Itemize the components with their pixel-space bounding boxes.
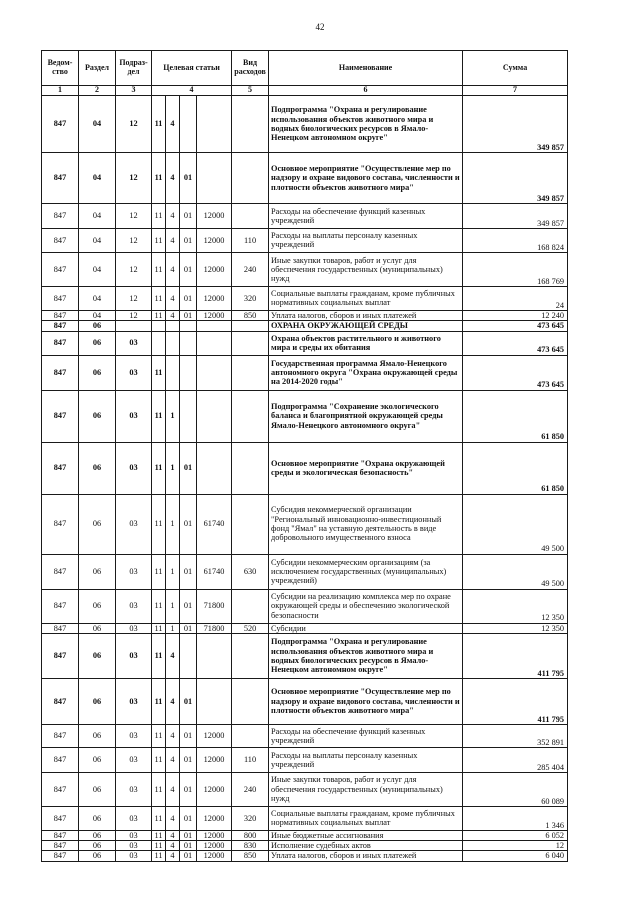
cell-name: Расходы на выплаты персоналу казенных учреждений bbox=[269, 747, 463, 772]
cell-sum: 24 bbox=[463, 286, 568, 310]
cell-razdel: 06 bbox=[79, 623, 116, 633]
table-row bbox=[42, 494, 568, 554]
cell-name: Субсидия некоммерческой организации "Региональный инновационно-инвестиционный фонд "Ямал" на уставную деятельность в виде добровольного имущественного взноса bbox=[269, 494, 463, 554]
cell-target-event: 01 bbox=[180, 152, 197, 203]
cell-target-direction bbox=[197, 95, 232, 152]
cell-sum: 473 645 bbox=[463, 331, 568, 355]
cell-podrazdel: 12 bbox=[116, 252, 152, 286]
cell-name: Субсидии на реализацию комплекса мер по охране окружающей среды и обеспечению экологической безопасности bbox=[269, 589, 463, 623]
table-row bbox=[42, 152, 568, 203]
col-number: 1 bbox=[42, 86, 79, 96]
cell-target-direction bbox=[197, 390, 232, 442]
cell-name: ОХРАНА ОКРУЖАЮЩЕЙ СРЕДЫ bbox=[269, 321, 463, 331]
cell-sum: 168 824 bbox=[463, 228, 568, 252]
cell-target-subprogram bbox=[166, 355, 180, 390]
cell-sum: 61 850 bbox=[463, 442, 568, 494]
table-row bbox=[42, 355, 568, 390]
cell-vid-rashodov: 630 bbox=[232, 554, 269, 589]
cell-vedomstvo: 847 bbox=[42, 851, 79, 861]
cell-target-event: 01 bbox=[180, 203, 197, 228]
cell-target-program: 11 bbox=[152, 747, 166, 772]
col-number: 4 bbox=[152, 86, 232, 96]
budget-table bbox=[41, 50, 568, 862]
cell-sum: 12 350 bbox=[463, 623, 568, 633]
cell-vid-rashodov bbox=[232, 633, 269, 678]
cell-razdel: 04 bbox=[79, 95, 116, 152]
col-number: 6 bbox=[269, 86, 463, 96]
cell-podrazdel: 03 bbox=[116, 355, 152, 390]
cell-name: Основное мероприятие "Охрана окружающей среды и экологическая безопасность" bbox=[269, 442, 463, 494]
cell-name: Субсидии некоммерческим организациям (за исключением государственных (муниципальных) учреждений) bbox=[269, 554, 463, 589]
cell-target-event bbox=[180, 355, 197, 390]
cell-razdel: 04 bbox=[79, 252, 116, 286]
cell-vedomstvo: 847 bbox=[42, 589, 79, 623]
table-row bbox=[42, 321, 568, 331]
cell-target-direction bbox=[197, 152, 232, 203]
cell-name: Расходы на выплаты персоналу казенных учреждений bbox=[269, 228, 463, 252]
cell-target-direction: 12000 bbox=[197, 724, 232, 747]
cell-podrazdel: 03 bbox=[116, 724, 152, 747]
cell-podrazdel: 03 bbox=[116, 851, 152, 861]
cell-vid-rashodov bbox=[232, 203, 269, 228]
cell-razdel: 06 bbox=[79, 678, 116, 724]
cell-vid-rashodov bbox=[232, 321, 269, 331]
cell-podrazdel: 03 bbox=[116, 442, 152, 494]
cell-target-program: 11 bbox=[152, 252, 166, 286]
cell-sum: 473 645 bbox=[463, 321, 568, 331]
cell-vedomstvo: 847 bbox=[42, 554, 79, 589]
cell-target-direction: 12000 bbox=[197, 286, 232, 310]
cell-target-direction: 12000 bbox=[197, 772, 232, 806]
cell-vedomstvo: 847 bbox=[42, 310, 79, 320]
cell-vid-rashodov: 240 bbox=[232, 252, 269, 286]
cell-razdel: 04 bbox=[79, 286, 116, 310]
table-row bbox=[42, 310, 568, 320]
cell-name: Государственная программа Ямало-Ненецкого автономного округа "Охрана окружающей среды на 2014-2020 годы" bbox=[269, 355, 463, 390]
cell-target-program: 11 bbox=[152, 841, 166, 851]
cell-sum: 49 500 bbox=[463, 554, 568, 589]
cell-sum: 6 052 bbox=[463, 830, 568, 840]
cell-vid-rashodov bbox=[232, 95, 269, 152]
cell-vedomstvo: 847 bbox=[42, 633, 79, 678]
cell-vid-rashodov bbox=[232, 152, 269, 203]
cell-target-subprogram: 1 bbox=[166, 442, 180, 494]
cell-target-program bbox=[152, 331, 166, 355]
cell-vedomstvo: 847 bbox=[42, 841, 79, 851]
cell-target-direction: 12000 bbox=[197, 203, 232, 228]
cell-vid-rashodov: 320 bbox=[232, 286, 269, 310]
cell-target-event: 01 bbox=[180, 252, 197, 286]
header-vedomstvo: Ведом-ство bbox=[42, 51, 79, 86]
cell-sum: 49 500 bbox=[463, 494, 568, 554]
cell-target-event: 01 bbox=[180, 589, 197, 623]
cell-razdel: 06 bbox=[79, 747, 116, 772]
cell-target-direction bbox=[197, 331, 232, 355]
cell-name: Социальные выплаты гражданам, кроме публичных нормативных социальных выплат bbox=[269, 806, 463, 830]
cell-razdel: 06 bbox=[79, 355, 116, 390]
cell-target-event bbox=[180, 321, 197, 331]
cell-vid-rashodov bbox=[232, 442, 269, 494]
cell-razdel: 06 bbox=[79, 494, 116, 554]
col-number: 5 bbox=[232, 86, 269, 96]
cell-target-program: 11 bbox=[152, 355, 166, 390]
cell-vid-rashodov: 240 bbox=[232, 772, 269, 806]
cell-vid-rashodov bbox=[232, 355, 269, 390]
cell-name: Иные закупки товаров, работ и услуг для обеспечения государственных (муниципальных) нужд bbox=[269, 772, 463, 806]
cell-name: Уплата налогов, сборов и иных платежей bbox=[269, 851, 463, 861]
cell-target-subprogram: 4 bbox=[166, 228, 180, 252]
col-number: 3 bbox=[116, 86, 152, 96]
table-row bbox=[42, 841, 568, 851]
cell-target-subprogram: 4 bbox=[166, 724, 180, 747]
cell-sum: 411 795 bbox=[463, 633, 568, 678]
cell-vedomstvo: 847 bbox=[42, 678, 79, 724]
cell-target-direction: 61740 bbox=[197, 494, 232, 554]
cell-name: Расходы на обеспечение функций казенных учреждений bbox=[269, 203, 463, 228]
cell-target-event: 01 bbox=[180, 494, 197, 554]
cell-target-event: 01 bbox=[180, 747, 197, 772]
cell-vedomstvo: 847 bbox=[42, 355, 79, 390]
table-row bbox=[42, 772, 568, 806]
cell-target-program: 11 bbox=[152, 95, 166, 152]
cell-target-direction bbox=[197, 355, 232, 390]
cell-target-program: 11 bbox=[152, 830, 166, 840]
cell-vid-rashodov bbox=[232, 331, 269, 355]
cell-vedomstvo: 847 bbox=[42, 95, 79, 152]
cell-vedomstvo: 847 bbox=[42, 228, 79, 252]
cell-sum: 168 769 bbox=[463, 252, 568, 286]
cell-target-event: 01 bbox=[180, 851, 197, 861]
table-row bbox=[42, 390, 568, 442]
cell-target-event: 01 bbox=[180, 228, 197, 252]
cell-vid-rashodov: 850 bbox=[232, 310, 269, 320]
cell-target-direction: 12000 bbox=[197, 851, 232, 861]
cell-razdel: 06 bbox=[79, 331, 116, 355]
cell-target-event: 01 bbox=[180, 830, 197, 840]
cell-target-event: 01 bbox=[180, 806, 197, 830]
cell-name: Подпрограмма "Охрана и регулирование использования объектов животного мира и водных биологических ресурсов в Ямало-Ненецком автономном округе" bbox=[269, 633, 463, 678]
cell-target-program bbox=[152, 321, 166, 331]
table-row bbox=[42, 589, 568, 623]
cell-vid-rashodov: 320 bbox=[232, 806, 269, 830]
cell-sum: 6 040 bbox=[463, 851, 568, 861]
cell-podrazdel: 03 bbox=[116, 772, 152, 806]
cell-vid-rashodov bbox=[232, 390, 269, 442]
cell-target-event: 01 bbox=[180, 772, 197, 806]
table-body bbox=[42, 95, 568, 861]
cell-target-event: 01 bbox=[180, 554, 197, 589]
cell-sum: 352 891 bbox=[463, 724, 568, 747]
cell-name: Охрана объектов растительного и животного мира и среды их обитания bbox=[269, 331, 463, 355]
table-row bbox=[42, 95, 568, 152]
cell-target-subprogram: 4 bbox=[166, 841, 180, 851]
table-row bbox=[42, 203, 568, 228]
cell-razdel: 06 bbox=[79, 724, 116, 747]
cell-target-subprogram: 4 bbox=[166, 806, 180, 830]
cell-target-direction: 12000 bbox=[197, 310, 232, 320]
cell-podrazdel: 12 bbox=[116, 203, 152, 228]
cell-vedomstvo: 847 bbox=[42, 203, 79, 228]
cell-vedomstvo: 847 bbox=[42, 152, 79, 203]
cell-podrazdel: 03 bbox=[116, 841, 152, 851]
cell-name: Иные закупки товаров, работ и услуг для обеспечения государственных (муниципальных) нужд bbox=[269, 252, 463, 286]
column-number-row bbox=[42, 86, 568, 96]
cell-target-event: 01 bbox=[180, 442, 197, 494]
cell-vedomstvo: 847 bbox=[42, 494, 79, 554]
table-row bbox=[42, 806, 568, 830]
cell-target-program: 11 bbox=[152, 851, 166, 861]
cell-sum: 349 857 bbox=[463, 152, 568, 203]
cell-vid-rashodov bbox=[232, 589, 269, 623]
cell-target-event: 01 bbox=[180, 286, 197, 310]
table-row bbox=[42, 228, 568, 252]
cell-razdel: 06 bbox=[79, 554, 116, 589]
cell-target-direction: 12000 bbox=[197, 806, 232, 830]
cell-target-program: 11 bbox=[152, 228, 166, 252]
cell-target-subprogram: 4 bbox=[166, 747, 180, 772]
cell-target-direction: 12000 bbox=[197, 747, 232, 772]
cell-target-program: 11 bbox=[152, 633, 166, 678]
cell-target-subprogram: 4 bbox=[166, 152, 180, 203]
cell-name: Иные бюджетные ассигнования bbox=[269, 830, 463, 840]
cell-vedomstvo: 847 bbox=[42, 747, 79, 772]
col-number: 7 bbox=[463, 86, 568, 96]
cell-vedomstvo: 847 bbox=[42, 772, 79, 806]
col-number: 2 bbox=[79, 86, 116, 96]
cell-vedomstvo: 847 bbox=[42, 390, 79, 442]
cell-target-event: 01 bbox=[180, 310, 197, 320]
cell-razdel: 06 bbox=[79, 633, 116, 678]
cell-target-event bbox=[180, 95, 197, 152]
cell-sum: 349 857 bbox=[463, 95, 568, 152]
cell-name: Основное мероприятие "Осуществление мер по надзору и охране видового состава, численности и плотности объектов животного мира" bbox=[269, 152, 463, 203]
cell-target-program: 11 bbox=[152, 442, 166, 494]
cell-target-event bbox=[180, 633, 197, 678]
cell-podrazdel: 12 bbox=[116, 310, 152, 320]
cell-vedomstvo: 847 bbox=[42, 286, 79, 310]
cell-sum: 61 850 bbox=[463, 390, 568, 442]
cell-razdel: 06 bbox=[79, 390, 116, 442]
cell-podrazdel: 12 bbox=[116, 95, 152, 152]
cell-target-event: 01 bbox=[180, 678, 197, 724]
cell-target-subprogram: 4 bbox=[166, 310, 180, 320]
table-row bbox=[42, 554, 568, 589]
table-row bbox=[42, 442, 568, 494]
cell-name: Подпрограмма "Сохранение экологического баланса и благоприятной окружающей среды Ямало-Ненецкого автономного округа" bbox=[269, 390, 463, 442]
header-razdel: Раздел bbox=[79, 51, 116, 86]
cell-target-subprogram: 4 bbox=[166, 851, 180, 861]
cell-target-subprogram: 1 bbox=[166, 390, 180, 442]
cell-name: Основное мероприятие "Осуществление мер по надзору и охране видового состава, численности и плотности объектов животного мира" bbox=[269, 678, 463, 724]
cell-target-program: 11 bbox=[152, 203, 166, 228]
cell-vid-rashodov: 110 bbox=[232, 747, 269, 772]
cell-target-program: 11 bbox=[152, 678, 166, 724]
cell-target-subprogram: 4 bbox=[166, 286, 180, 310]
header-target: Целевая статьи bbox=[152, 51, 232, 86]
cell-vid-rashodov: 110 bbox=[232, 228, 269, 252]
cell-podrazdel: 03 bbox=[116, 494, 152, 554]
cell-target-subprogram: 4 bbox=[166, 203, 180, 228]
table-row bbox=[42, 830, 568, 840]
cell-razdel: 06 bbox=[79, 321, 116, 331]
cell-podrazdel: 03 bbox=[116, 390, 152, 442]
cell-vid-rashodov bbox=[232, 678, 269, 724]
header-name: Наименование bbox=[269, 51, 463, 86]
cell-sum: 12 bbox=[463, 841, 568, 851]
cell-target-direction bbox=[197, 633, 232, 678]
header-row bbox=[42, 51, 568, 86]
cell-target-program: 11 bbox=[152, 623, 166, 633]
cell-vid-rashodov: 800 bbox=[232, 830, 269, 840]
cell-target-event bbox=[180, 331, 197, 355]
cell-target-event: 01 bbox=[180, 724, 197, 747]
table-row bbox=[42, 331, 568, 355]
cell-podrazdel: 12 bbox=[116, 228, 152, 252]
header-vid: Вид расходов bbox=[232, 51, 269, 86]
table-row bbox=[42, 851, 568, 861]
cell-vedomstvo: 847 bbox=[42, 724, 79, 747]
header-sum: Сумма bbox=[463, 51, 568, 86]
cell-target-program: 11 bbox=[152, 390, 166, 442]
cell-razdel: 06 bbox=[79, 806, 116, 830]
cell-target-direction: 71800 bbox=[197, 589, 232, 623]
cell-vedomstvo: 847 bbox=[42, 623, 79, 633]
cell-target-direction: 61740 bbox=[197, 554, 232, 589]
cell-target-direction bbox=[197, 321, 232, 331]
cell-target-program: 11 bbox=[152, 806, 166, 830]
cell-target-program: 11 bbox=[152, 152, 166, 203]
cell-target-subprogram: 4 bbox=[166, 252, 180, 286]
cell-podrazdel: 03 bbox=[116, 589, 152, 623]
cell-name: Социальные выплаты гражданам, кроме публичных нормативных социальных выплат bbox=[269, 286, 463, 310]
cell-target-subprogram: 1 bbox=[166, 623, 180, 633]
table-row bbox=[42, 633, 568, 678]
cell-target-subprogram bbox=[166, 321, 180, 331]
cell-target-program: 11 bbox=[152, 494, 166, 554]
cell-podrazdel: 03 bbox=[116, 554, 152, 589]
cell-razdel: 06 bbox=[79, 442, 116, 494]
cell-target-direction: 71800 bbox=[197, 623, 232, 633]
cell-vid-rashodov bbox=[232, 724, 269, 747]
cell-target-subprogram: 4 bbox=[166, 678, 180, 724]
cell-target-direction: 12000 bbox=[197, 228, 232, 252]
cell-razdel: 06 bbox=[79, 830, 116, 840]
cell-target-program: 11 bbox=[152, 724, 166, 747]
cell-target-program: 11 bbox=[152, 589, 166, 623]
header-podrazdel: Подраз-дел bbox=[116, 51, 152, 86]
cell-sum: 411 795 bbox=[463, 678, 568, 724]
cell-sum: 12 240 bbox=[463, 310, 568, 320]
cell-razdel: 06 bbox=[79, 841, 116, 851]
cell-podrazdel bbox=[116, 321, 152, 331]
cell-sum: 285 404 bbox=[463, 747, 568, 772]
cell-sum: 12 350 bbox=[463, 589, 568, 623]
cell-target-event: 01 bbox=[180, 841, 197, 851]
cell-podrazdel: 12 bbox=[116, 286, 152, 310]
cell-vid-rashodov: 830 bbox=[232, 841, 269, 851]
cell-target-direction bbox=[197, 442, 232, 494]
cell-podrazdel: 03 bbox=[116, 331, 152, 355]
cell-target-subprogram: 1 bbox=[166, 589, 180, 623]
cell-name: Субсидии bbox=[269, 623, 463, 633]
cell-vedomstvo: 847 bbox=[42, 806, 79, 830]
cell-podrazdel: 03 bbox=[116, 633, 152, 678]
cell-razdel: 04 bbox=[79, 203, 116, 228]
cell-name: Уплата налогов, сборов и иных платежей bbox=[269, 310, 463, 320]
cell-razdel: 06 bbox=[79, 851, 116, 861]
cell-vedomstvo: 847 bbox=[42, 830, 79, 840]
table-row bbox=[42, 252, 568, 286]
cell-sum: 60 089 bbox=[463, 772, 568, 806]
cell-vedomstvo: 847 bbox=[42, 252, 79, 286]
cell-target-subprogram: 4 bbox=[166, 95, 180, 152]
table-row bbox=[42, 286, 568, 310]
cell-razdel: 06 bbox=[79, 589, 116, 623]
cell-target-program: 11 bbox=[152, 554, 166, 589]
cell-target-program: 11 bbox=[152, 310, 166, 320]
cell-name: Подпрограмма "Охрана и регулирование использования объектов животного мира и водных биологических ресурсов в Ямало-Ненецком автономном округе" bbox=[269, 95, 463, 152]
cell-target-event bbox=[180, 390, 197, 442]
cell-target-direction bbox=[197, 678, 232, 724]
table-row bbox=[42, 724, 568, 747]
cell-vid-rashodov bbox=[232, 494, 269, 554]
cell-razdel: 04 bbox=[79, 228, 116, 252]
cell-podrazdel: 03 bbox=[116, 747, 152, 772]
table-row bbox=[42, 623, 568, 633]
cell-vedomstvo: 847 bbox=[42, 331, 79, 355]
cell-razdel: 04 bbox=[79, 310, 116, 320]
cell-vid-rashodov: 520 bbox=[232, 623, 269, 633]
cell-sum: 1 346 bbox=[463, 806, 568, 830]
table-row bbox=[42, 678, 568, 724]
table-row bbox=[42, 747, 568, 772]
cell-vedomstvo: 847 bbox=[42, 321, 79, 331]
page-number: 42 bbox=[315, 22, 325, 32]
cell-target-direction: 12000 bbox=[197, 830, 232, 840]
cell-vid-rashodov: 850 bbox=[232, 851, 269, 861]
cell-podrazdel: 03 bbox=[116, 623, 152, 633]
cell-target-program: 11 bbox=[152, 286, 166, 310]
cell-name: Исполнение судебных актов bbox=[269, 841, 463, 851]
cell-podrazdel: 03 bbox=[116, 678, 152, 724]
cell-podrazdel: 03 bbox=[116, 830, 152, 840]
cell-target-program: 11 bbox=[152, 772, 166, 806]
cell-target-direction: 12000 bbox=[197, 841, 232, 851]
cell-vedomstvo: 847 bbox=[42, 442, 79, 494]
cell-sum: 349 857 bbox=[463, 203, 568, 228]
cell-target-subprogram: 1 bbox=[166, 554, 180, 589]
cell-name: Расходы на обеспечение функций казенных учреждений bbox=[269, 724, 463, 747]
cell-target-direction: 12000 bbox=[197, 252, 232, 286]
cell-target-event: 01 bbox=[180, 623, 197, 633]
cell-razdel: 04 bbox=[79, 152, 116, 203]
cell-podrazdel: 12 bbox=[116, 152, 152, 203]
cell-target-subprogram bbox=[166, 331, 180, 355]
cell-target-subprogram: 4 bbox=[166, 772, 180, 806]
cell-podrazdel: 03 bbox=[116, 806, 152, 830]
cell-target-subprogram: 4 bbox=[166, 830, 180, 840]
cell-sum: 473 645 bbox=[463, 355, 568, 390]
cell-target-subprogram: 4 bbox=[166, 633, 180, 678]
cell-razdel: 06 bbox=[79, 772, 116, 806]
cell-target-subprogram: 1 bbox=[166, 494, 180, 554]
